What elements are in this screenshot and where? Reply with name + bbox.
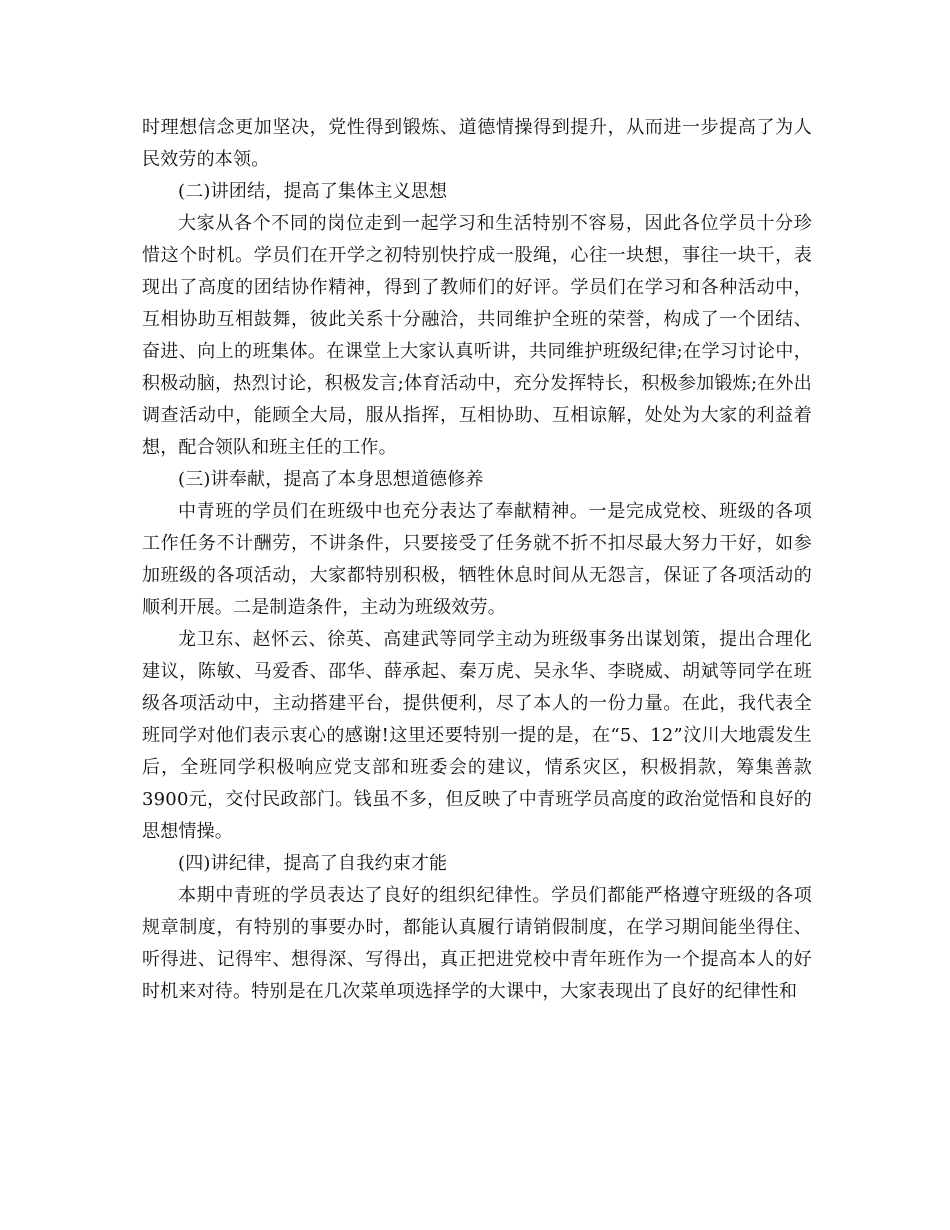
paragraph-unity: 大家从各个不同的岗位走到一起学习和生活特别不容易，因此各位学员十分珍惜这个时机。学员们在开学之初特别快拧成一股绳，心往一块想，事往一块干，表现出了高度的团结协作精神，得到了教师们的好评。学员们在学习和各种活动中，互相协助互相鼓舞，彼此关系十分融洽，共同维护全班的荣誉，构成了一个团结、奋进、向上的班集体。在课堂上大家认真听讲，共同维护班级纪律;在学习讨论中，积极动脑，热烈讨论，积极发言;体育活动中，充分发挥特长，积极参加锻炼;在外出调查活动中，能顾全大局，服从指挥，互相协助、互相谅解，处处为大家的利益着想，配合领队和班主任的工作。 [142,213,812,458]
document-body [142,112,812,1008]
paragraph-continued: 时理想信念更加坚决，党性得到锻炼、道德情操得到提升，从而进一步提高了为人民效劳的本领。 [142,117,812,170]
paragraph-dedication: 中青班的学员们在班级中也充分表达了奉献精神。一是完成党校、班级的各项工作任务不计酬劳，不讲条件，只要接受了任务就不折不扣尽最大努力干好，如参加班级的各项活动，大家都特别积极，牺牲休息时间从无怨言，保证了各项活动的顺利开展。二是制造条件，主动为班级效劳。 [142,501,812,618]
section-heading-discipline: (四)讲纪律，提高了自我约束才能 [178,853,448,874]
paragraph-discipline: 本期中青班的学员表达了良好的组织纪律性。学员们都能严格遵守班级的各项规章制度，有特别的事要办时，都能认真履行请销假制度，在学习期间能坐得住、听得进、记得牢、想得深、写得出，真正把进党校中青年班作为一个提高本人的好时机来对待。特别是在几次菜单项选择学的大课中，大家表现出了良好的纪律性和 [142,885,812,1002]
paragraph-acknowledgements: 龙卫东、赵怀云、徐英、高建武等同学主动为班级事务出谋划策，提出合理化建议，陈敏、马爱香、邵华、薛承起、秦万虎、吴永华、李晓威、胡斌等同学在班级各项活动中，主动搭建平台，提供便利，尽了本人的一份力量。在此，我代表全班同学对他们表示衷心的感谢!这里还要特别一提的是，在“5、12”汶川大地震发生后，全班同学积极响应党支部和班委会的建议，情系灾区，积极捐款，筹集善款3900元，交付民政部门。钱虽不多，但反映了中青班学员高度的政治觉悟和良好的思想情操。 [142,629,812,842]
section-heading-unity: (二)讲团结，提高了集体主义思想 [178,181,448,202]
section-heading-dedication: (三)讲奉献，提高了本身思想道德修养 [178,469,484,490]
